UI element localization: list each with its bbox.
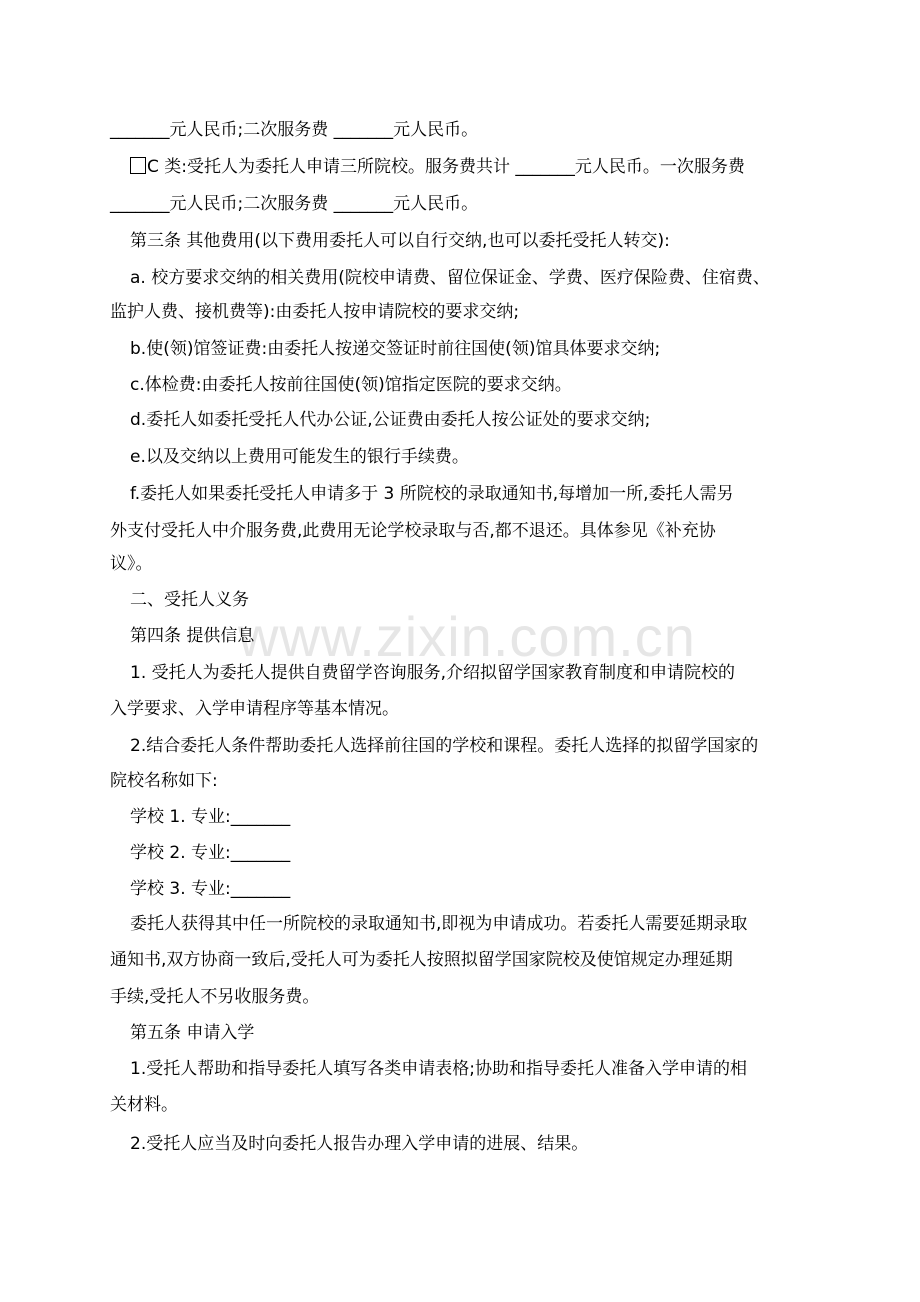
text-line: 1. 受托人为委托人提供自费留学咨询服务,介绍拟留学国家教育制度和申请院校的	[130, 663, 736, 683]
section-heading: 二、受托人义务	[130, 590, 249, 610]
section-heading: 第四条 提供信息	[130, 626, 255, 646]
section-heading: 第五条 申请入学	[130, 1023, 255, 1043]
text-line: b.使(领)馆签证费:由委托人按递交签证时前往国使(领)馆具体要求交纳;	[130, 339, 661, 359]
text-line-with-checkbox	[130, 157, 745, 177]
text-line: e.以及交纳以上费用可能发生的银行手续费。	[130, 447, 469, 467]
text-line: _______元人民币;二次服务费 _______元人民币。	[110, 194, 479, 214]
text-line: 入学要求、入学申请程序等基本情况。	[110, 699, 399, 719]
watermark: www.zixin.com.cn	[238, 605, 696, 668]
text-line: C 类:受托人为委托人申请三所院校。服务费共计 _______元人民币。一次服务费	[147, 157, 745, 177]
text-line: _______元人民币;二次服务费 _______元人民币。	[110, 120, 479, 140]
text-line: 通知书,双方协商一致后,受托人可为委托人按照拟留学国家院校及使馆规定办理延期	[110, 950, 733, 970]
text-line: d.委托人如委托受托人代办公证,公证费由委托人按公证处的要求交纳;	[130, 410, 651, 430]
text-line: 1.受托人帮助和指导委托人填写各类申请表格;协助和指导委托人准备入学申请的相	[130, 1059, 747, 1079]
text-line: 外支付受托人中介服务费,此费用无论学校录取与否,都不退还。具体参见《补充协	[110, 521, 716, 541]
text-line: 议》。	[110, 554, 153, 574]
text-line: 院校名称如下:	[110, 771, 218, 791]
text-line: f.委托人如果委托受托人申请多于 3 所院校的录取通知书,每增加一所,委托人需另	[130, 484, 734, 504]
school-entry: 学校 2. 专业:_______	[130, 843, 291, 863]
text-line: 委托人获得其中任一所院校的录取通知书,即视为申请成功。若委托人需要延期录取	[130, 914, 748, 934]
text-line: 监护人费、接机费等):由委托人按申请院校的要求交纳;	[110, 302, 520, 322]
school-entry: 学校 3. 专业:_______	[130, 879, 291, 899]
text-line: 关材料。	[110, 1095, 178, 1115]
school-entry: 学校 1. 专业:_______	[130, 807, 291, 827]
section-heading: 第三条 其他费用(以下费用委托人可以自行交纳,也可以委托受托人转交):	[130, 231, 670, 251]
checkbox-icon	[130, 157, 146, 174]
text-line: a. 校方要求交纳的相关费用(院校申请费、留位保证金、学费、医疗保险费、住宿费、	[130, 268, 770, 288]
text-line: c.体检费:由委托人按前往国使(领)馆指定医院的要求交纳。	[130, 375, 572, 395]
text-line: 2.结合委托人条件帮助委托人选择前往国的学校和课程。委托人选择的拟留学国家的	[130, 736, 759, 756]
text-line: 2.受托人应当及时向委托人报告办理入学申请的进展、结果。	[130, 1134, 589, 1154]
text-line: 手续,受托人不另收服务费。	[110, 987, 320, 1007]
